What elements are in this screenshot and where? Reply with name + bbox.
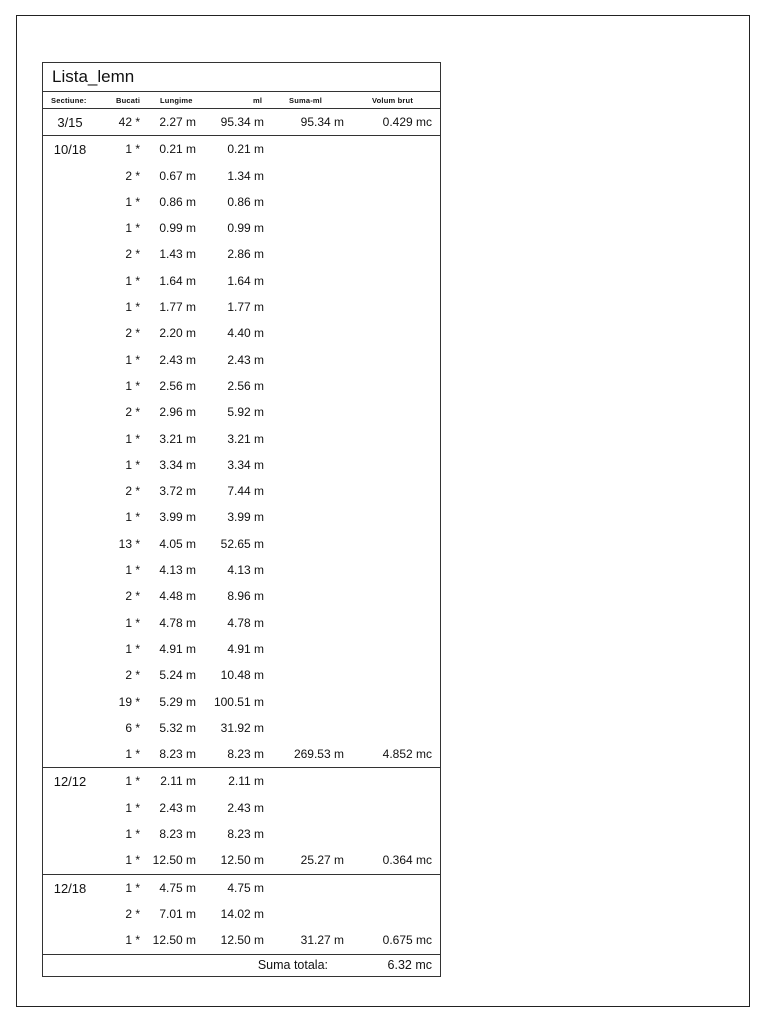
ml-cell: 2.56 m xyxy=(227,378,264,393)
table-row xyxy=(43,901,440,927)
count-cell: 2 * xyxy=(125,405,140,420)
count-cell: 1 * xyxy=(125,853,140,868)
ml-cell: 4.75 m xyxy=(227,880,264,895)
header-bucati: Bucati xyxy=(116,96,141,105)
table-row xyxy=(43,163,440,189)
ml-cell: 14.02 m xyxy=(220,906,264,921)
table-row xyxy=(43,636,440,662)
table-row xyxy=(43,741,440,767)
count-cell: 2 * xyxy=(125,484,140,499)
length-cell: 2.20 m xyxy=(159,326,196,341)
count-cell: 13 * xyxy=(118,536,140,551)
wood-schedule-table xyxy=(42,62,441,977)
sum-ml-cell: 95.34 m xyxy=(300,115,344,129)
ml-cell: 12.50 m xyxy=(220,853,264,868)
section-cell: 12/18 xyxy=(53,880,87,896)
count-cell: 1 * xyxy=(125,194,140,209)
table-row xyxy=(43,768,440,794)
ml-cell: 5.92 m xyxy=(227,405,264,420)
length-cell: 4.13 m xyxy=(159,563,196,578)
ml-cell: 2.43 m xyxy=(227,800,264,815)
count-cell: 1 * xyxy=(125,641,140,656)
ml-cell: 8.23 m xyxy=(227,747,264,762)
ml-cell: 7.44 m xyxy=(227,484,264,499)
table-row xyxy=(43,268,440,294)
ml-cell: 2.43 m xyxy=(227,352,264,367)
length-cell: 2.27 m xyxy=(159,115,196,129)
ml-cell: 4.13 m xyxy=(227,563,264,578)
ml-cell: 100.51 m xyxy=(213,694,264,709)
schedule-title: Lista_lemn xyxy=(43,63,440,92)
count-cell: 2 * xyxy=(125,668,140,683)
table-row xyxy=(43,610,440,636)
header-volum: Volum brut xyxy=(372,96,414,105)
length-cell: 5.24 m xyxy=(159,668,196,683)
count-cell: 19 * xyxy=(118,694,140,709)
length-cell: 4.05 m xyxy=(159,536,196,551)
ml-cell: 52.65 m xyxy=(220,536,264,551)
total-label: Suma totala: xyxy=(257,957,328,972)
ml-cell: 4.78 m xyxy=(227,615,264,630)
table-row xyxy=(43,109,440,135)
volume-cell: 0.364 mc xyxy=(382,853,432,868)
count-cell: 1 * xyxy=(125,457,140,472)
length-cell: 0.99 m xyxy=(159,221,196,236)
header-suma-ml: Suma-ml xyxy=(289,96,323,105)
ml-cell: 2.11 m xyxy=(228,774,264,789)
count-cell: 1 * xyxy=(125,800,140,815)
table-row xyxy=(43,320,440,346)
table-row xyxy=(43,504,440,530)
count-cell: 1 * xyxy=(125,880,140,895)
table-row xyxy=(43,875,440,901)
count-cell: 1 * xyxy=(125,378,140,393)
ml-cell: 1.34 m xyxy=(227,168,264,183)
ml-cell: 4.40 m xyxy=(227,326,264,341)
count-cell: 2 * xyxy=(125,168,140,183)
count-cell: 1 * xyxy=(125,273,140,288)
table-row xyxy=(43,689,440,715)
ml-cell: 1.64 m xyxy=(227,273,264,288)
ml-cell: 31.92 m xyxy=(220,720,264,735)
table-row xyxy=(43,347,440,373)
count-cell: 1 * xyxy=(125,352,140,367)
length-cell: 8.23 m xyxy=(159,747,196,762)
table-row xyxy=(43,557,440,583)
length-cell: 3.99 m xyxy=(159,510,196,525)
table-row xyxy=(43,795,440,821)
table-row xyxy=(43,715,440,741)
count-cell: 1 * xyxy=(125,142,140,157)
length-cell: 4.48 m xyxy=(159,589,196,604)
section-cell: 3/15 xyxy=(57,115,83,130)
length-cell: 4.78 m xyxy=(159,615,196,630)
length-cell: 0.67 m xyxy=(159,168,196,183)
count-cell: 2 * xyxy=(125,589,140,604)
ml-cell: 3.34 m xyxy=(227,457,264,472)
count-cell: 1 * xyxy=(125,431,140,446)
count-cell: 42 * xyxy=(118,115,140,129)
count-cell: 1 * xyxy=(125,221,140,236)
count-cell: 1 * xyxy=(125,615,140,630)
count-cell: 2 * xyxy=(125,247,140,262)
length-cell: 2.11 m xyxy=(160,774,196,789)
header-lungime: Lungime xyxy=(160,96,193,105)
table-row xyxy=(43,136,440,162)
length-cell: 2.56 m xyxy=(159,378,196,393)
length-cell: 2.96 m xyxy=(159,405,196,420)
count-cell: 1 * xyxy=(125,933,140,948)
length-cell: 3.72 m xyxy=(159,484,196,499)
count-cell: 1 * xyxy=(125,300,140,315)
table-row xyxy=(43,847,440,873)
ml-cell: 10.48 m xyxy=(220,668,264,683)
ml-cell: 95.34 m xyxy=(220,115,264,129)
ml-cell: 2.86 m xyxy=(227,247,264,262)
count-cell: 2 * xyxy=(125,906,140,921)
table-row xyxy=(43,662,440,688)
length-cell: 3.34 m xyxy=(159,457,196,472)
volume-cell: 4.852 mc xyxy=(382,747,432,762)
section-cell: 10/18 xyxy=(53,142,87,158)
table-row xyxy=(43,426,440,452)
length-cell: 2.43 m xyxy=(159,352,196,367)
sum-ml-cell: 31.27 m xyxy=(300,933,344,948)
table-row xyxy=(43,452,440,478)
count-cell: 2 * xyxy=(125,326,140,341)
length-cell: 0.86 m xyxy=(159,194,196,209)
header-sectiune: Sectiune: xyxy=(51,96,87,105)
volume-cell: 0.675 mc xyxy=(382,933,432,948)
ml-cell: 0.99 m xyxy=(227,221,264,236)
count-cell: 6 * xyxy=(125,720,140,735)
header-ml: ml xyxy=(253,96,263,105)
schedule-body xyxy=(43,109,440,955)
ml-cell: 0.21 m xyxy=(227,142,264,157)
ml-cell: 4.91 m xyxy=(227,641,264,656)
volume-cell: 0.429 mc xyxy=(382,115,432,129)
length-cell: 7.01 m xyxy=(159,906,196,921)
table-row xyxy=(43,583,440,609)
count-cell: 1 * xyxy=(125,774,140,789)
length-cell: 8.23 m xyxy=(159,827,196,842)
ml-cell: 1.77 m xyxy=(227,300,264,315)
ml-cell: 0.86 m xyxy=(227,194,264,209)
length-cell: 4.75 m xyxy=(159,880,196,895)
ml-cell: 3.99 m xyxy=(227,510,264,525)
table-row xyxy=(43,531,440,557)
ml-cell: 8.96 m xyxy=(227,589,264,604)
section-group xyxy=(43,875,440,955)
ml-cell: 8.23 m xyxy=(227,827,264,842)
length-cell: 1.77 m xyxy=(159,300,196,315)
total-row xyxy=(43,955,440,976)
table-row xyxy=(43,215,440,241)
count-cell: 1 * xyxy=(125,827,140,842)
table-row xyxy=(43,241,440,267)
table-row xyxy=(43,478,440,504)
length-cell: 5.32 m xyxy=(159,720,196,735)
sum-ml-cell: 25.27 m xyxy=(300,853,344,868)
section-group xyxy=(43,109,440,136)
sum-ml-cell: 269.53 m xyxy=(293,747,344,762)
table-row xyxy=(43,927,440,953)
length-cell: 2.43 m xyxy=(159,800,196,815)
table-row xyxy=(43,189,440,215)
count-cell: 1 * xyxy=(125,563,140,578)
count-cell: 1 * xyxy=(125,747,140,762)
table-row xyxy=(43,399,440,425)
section-group xyxy=(43,136,440,768)
length-cell: 12.50 m xyxy=(152,933,196,948)
length-cell: 5.29 m xyxy=(159,694,196,709)
ml-cell: 3.21 m xyxy=(227,431,264,446)
total-value: 6.32 mc xyxy=(387,957,432,972)
length-cell: 0.21 m xyxy=(159,142,196,157)
length-cell: 12.50 m xyxy=(152,853,196,868)
count-cell: 1 * xyxy=(125,510,140,525)
section-group xyxy=(43,768,440,874)
ml-cell: 12.50 m xyxy=(220,933,264,948)
header-row xyxy=(43,92,440,109)
section-cell: 12/12 xyxy=(53,774,87,790)
length-cell: 1.64 m xyxy=(159,273,196,288)
table-row xyxy=(43,821,440,847)
length-cell: 4.91 m xyxy=(159,641,196,656)
length-cell: 1.43 m xyxy=(159,247,196,262)
table-row xyxy=(43,294,440,320)
table-row xyxy=(43,373,440,399)
length-cell: 3.21 m xyxy=(159,431,196,446)
